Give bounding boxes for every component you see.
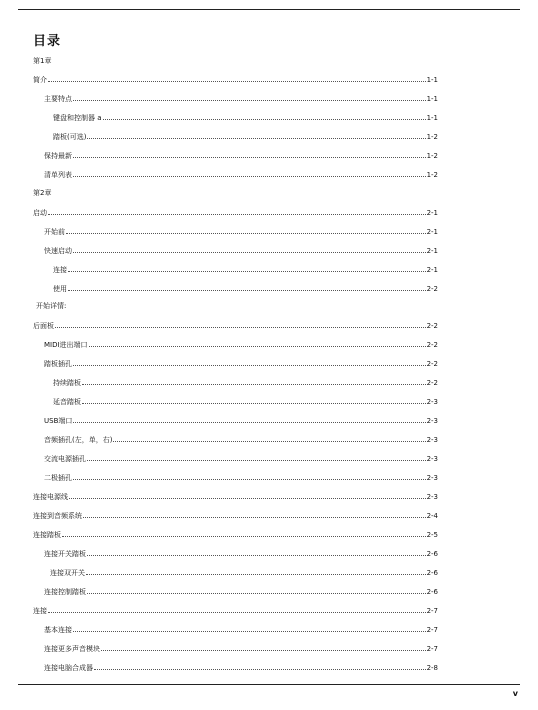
dot-leader: [87, 593, 426, 594]
toc-entry-label: 连接双开关: [50, 569, 85, 577]
toc-entry[interactable]: [53, 375, 438, 387]
dot-leader: [73, 479, 426, 480]
dot-leader: [73, 365, 426, 366]
toc-entry[interactable]: [44, 622, 438, 634]
chapter-1-heading: 第1章: [33, 57, 52, 65]
toc-entry[interactable]: [33, 318, 438, 330]
dot-leader: [55, 327, 426, 328]
toc-entry[interactable]: [50, 565, 438, 577]
toc-entry-page: 2-3: [426, 474, 438, 482]
toc-entry-label: 交流电源插孔: [44, 455, 86, 463]
toc-entry-page: 1-2: [426, 152, 438, 160]
toc-entry[interactable]: [44, 641, 438, 653]
toc-entry[interactable]: [44, 546, 438, 558]
toc-entry-label: 持续踏板: [53, 379, 81, 387]
toc-entry-page: 2-1: [426, 209, 438, 217]
toc-entry[interactable]: [33, 72, 438, 84]
toc-entry[interactable]: [44, 243, 438, 255]
dot-leader: [113, 441, 425, 442]
dot-leader: [68, 290, 426, 291]
toc-entry-label: 连接: [33, 607, 47, 615]
toc-entry-page: 2-7: [426, 607, 438, 615]
dot-leader: [73, 422, 425, 423]
toc-entry-page: 2-2: [426, 379, 438, 387]
details-heading: 开始详情:: [36, 302, 67, 310]
dot-leader: [87, 555, 426, 556]
dot-leader: [48, 214, 426, 215]
dot-leader: [66, 233, 426, 234]
dot-leader: [62, 536, 426, 537]
dot-leader: [68, 271, 426, 272]
toc-entry[interactable]: [53, 262, 438, 274]
toc-entry[interactable]: [53, 129, 438, 141]
dot-leader: [69, 498, 426, 499]
toc-entry-page: 2-2: [426, 360, 438, 368]
dot-leader: [103, 119, 426, 120]
toc-entry-page: 2-2: [426, 322, 438, 330]
toc-entry-page: 2-7: [426, 626, 438, 634]
toc-entry-page: 2-1: [426, 247, 438, 255]
toc-entry[interactable]: [44, 148, 438, 160]
toc-entry-page: 2-2: [426, 341, 438, 349]
toc-entry-page: 1-1: [426, 76, 438, 84]
toc-entry-page: 2-2: [426, 285, 438, 293]
dot-leader: [73, 176, 426, 177]
toc-entry-page: 2-1: [426, 266, 438, 274]
toc-entry[interactable]: [44, 356, 438, 368]
toc-entry[interactable]: [44, 337, 438, 349]
toc-entry-page: 2-4: [426, 512, 438, 520]
dot-leader: [83, 517, 426, 518]
page-title: 目录: [33, 34, 62, 49]
toc-entry-label: 延音踏板: [53, 398, 81, 406]
toc-entry[interactable]: [53, 281, 438, 293]
toc-entry-page: 2-1: [426, 228, 438, 236]
chapter-2-heading: 第2章: [33, 189, 52, 197]
toc-entry[interactable]: [44, 660, 438, 672]
toc-entry[interactable]: [44, 451, 438, 463]
toc-entry-label: 踏板(可选): [53, 133, 87, 141]
toc-entry[interactable]: [44, 167, 438, 179]
toc-entry[interactable]: [44, 224, 438, 236]
toc-entry[interactable]: [44, 470, 438, 482]
toc-entry-label: 连接更多声音模块: [44, 645, 100, 653]
dot-leader: [87, 460, 426, 461]
toc-entry-page: 1-2: [426, 171, 438, 179]
toc-entry-label: 二极插孔: [44, 474, 72, 482]
toc-entry-label: 连接开关踏板: [44, 550, 86, 558]
toc-entry-label: 连接: [53, 266, 67, 274]
dot-leader: [73, 631, 426, 632]
toc-entry[interactable]: [44, 413, 438, 425]
toc-entry-label: 后面板: [33, 322, 54, 330]
toc-entry-label: 音频插孔(左，单，右): [44, 436, 113, 444]
toc-entry-page: 2-6: [426, 550, 438, 558]
dot-leader: [48, 612, 426, 613]
toc-entry-page: 2-3: [426, 398, 438, 406]
toc-entry-label: 简介: [33, 76, 47, 84]
footer-page-number: v: [512, 689, 518, 698]
toc-entry-label: 踏板插孔: [44, 360, 72, 368]
dot-leader: [82, 384, 426, 385]
toc-entry-page: 1-2: [426, 133, 438, 141]
dot-leader: [73, 252, 426, 253]
toc-entry-page: 2-8: [426, 664, 438, 672]
toc-entry-page: 2-3: [426, 436, 438, 444]
toc-entry[interactable]: [33, 508, 438, 520]
toc-entry-label: 连接电源线: [33, 493, 68, 501]
toc-entry-page: 1-1: [426, 114, 438, 122]
dot-leader: [48, 81, 426, 82]
toc-entry-label: MIDI进出端口: [44, 341, 88, 349]
toc-entry[interactable]: [44, 432, 438, 444]
toc-entry[interactable]: [33, 205, 438, 217]
dot-leader: [82, 403, 426, 404]
dot-leader: [101, 650, 426, 651]
toc-entry-page: 2-3: [426, 493, 438, 501]
toc-entry-page: 2-6: [426, 588, 438, 596]
toc-entry-label: 清单列表: [44, 171, 72, 179]
bottom-rule: [18, 684, 520, 685]
toc-entry[interactable]: [53, 394, 438, 406]
toc-entry[interactable]: [33, 603, 438, 615]
toc-entry[interactable]: [44, 91, 438, 103]
toc-entry-label: 基本连接: [44, 626, 72, 634]
dot-leader: [87, 138, 425, 139]
toc-entry-label: 使用: [53, 285, 67, 293]
toc-entry-page: 2-7: [426, 645, 438, 653]
toc-entry[interactable]: [44, 584, 438, 596]
toc-entry-page: 2-3: [426, 417, 438, 425]
toc-entry-label: 连接电脑合成器: [44, 664, 93, 672]
dot-leader: [94, 669, 426, 670]
toc-entry-label: 快速启动: [44, 247, 72, 255]
dot-leader: [86, 574, 426, 575]
toc-entry[interactable]: [53, 110, 438, 122]
toc-entry-label: 保持最新: [44, 152, 72, 160]
toc-entry-page: 2-6: [426, 569, 438, 577]
toc-entry[interactable]: [33, 527, 438, 539]
toc-entry-label: 主要特点: [44, 95, 72, 103]
toc-entry-label: USB端口: [44, 417, 73, 425]
toc-entry-label: 连接踏板: [33, 531, 61, 539]
toc-entry-label: 键盘和控制器 a: [53, 114, 102, 122]
toc-entry-label: 开始前: [44, 228, 65, 236]
toc-entry-label: 连接到音频系统: [33, 512, 82, 520]
dot-leader: [89, 346, 426, 347]
toc-entry-label: 启动: [33, 209, 47, 217]
toc-entry-page: 2-3: [426, 455, 438, 463]
toc-entry-page: 2-5: [426, 531, 438, 539]
dot-leader: [73, 157, 426, 158]
toc-entry[interactable]: [33, 489, 438, 501]
toc-entry-page: 1-1: [426, 95, 438, 103]
dot-leader: [73, 100, 426, 101]
toc-entry-label: 连接控制踏板: [44, 588, 86, 596]
